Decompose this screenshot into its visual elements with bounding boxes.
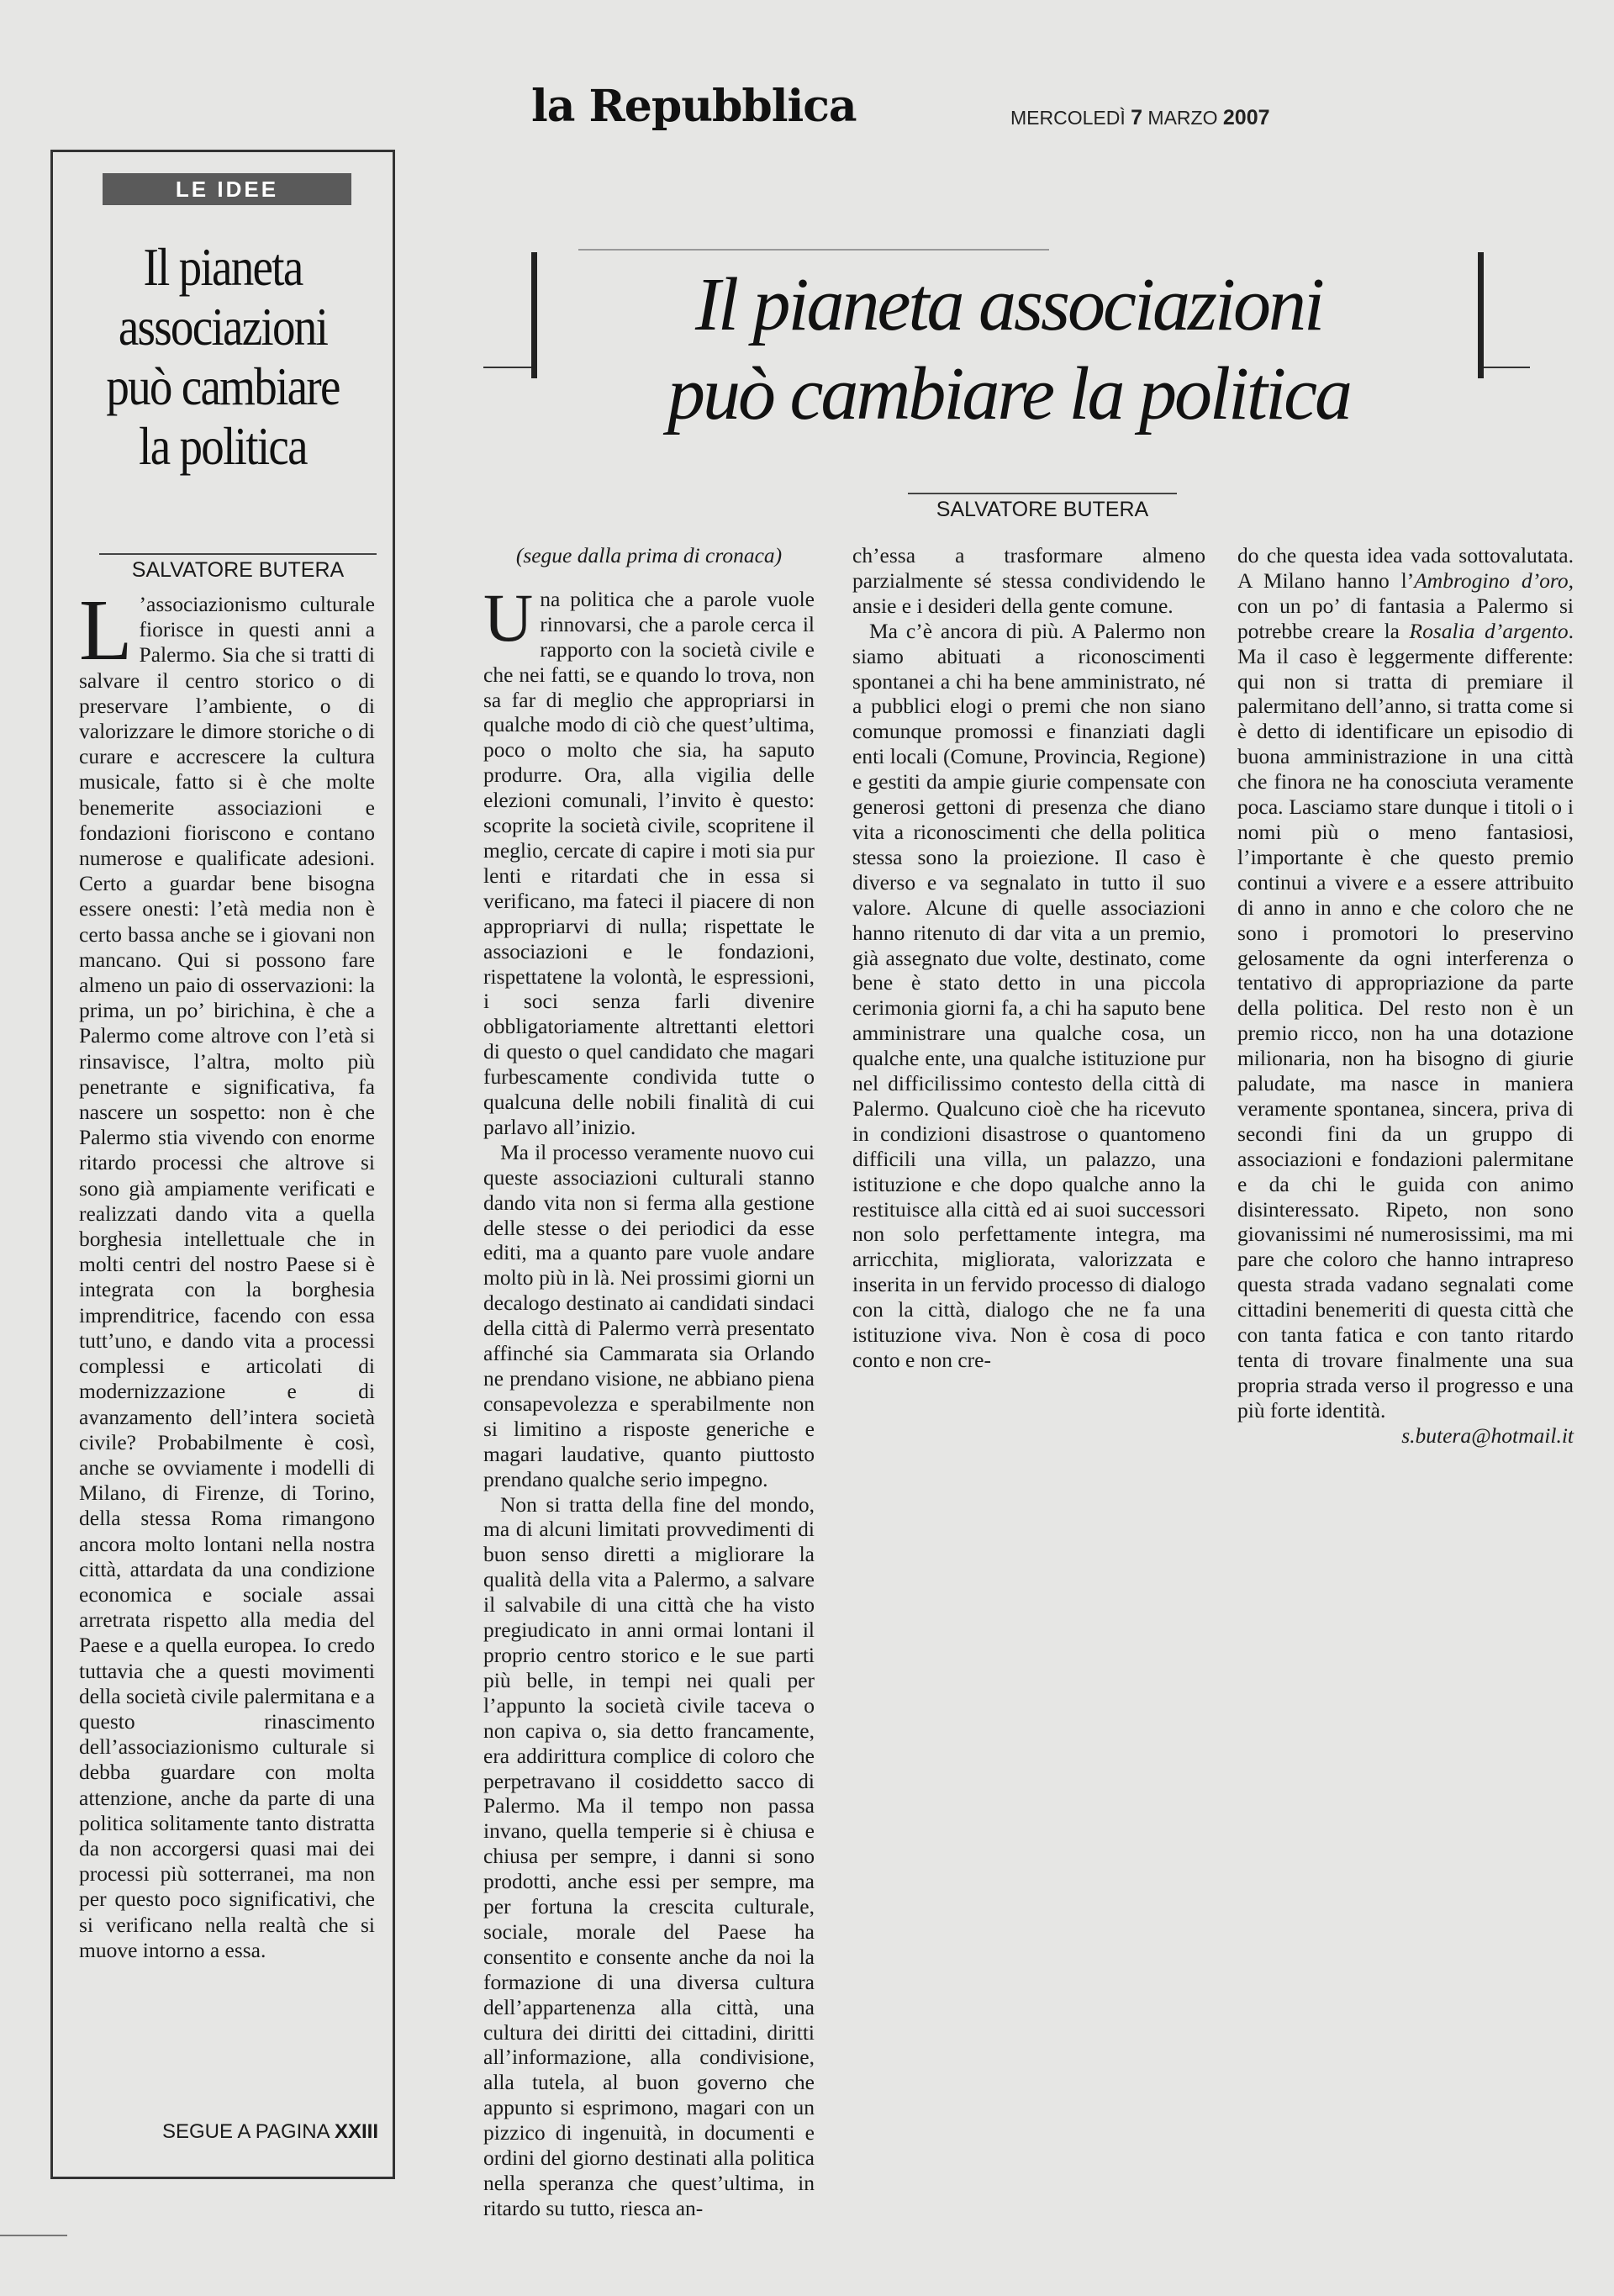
sidebar-dropcap: L [79,582,133,678]
article-author: SALVATORE BUTERA [908,493,1177,522]
dateline: MERCOLEDÌ 7 MARZO 2007 [1010,106,1270,129]
article-column-1 [483,543,815,2221]
page-edge-mark [0,2235,67,2236]
author-email: s.butera@hotmail.it [1401,1422,1574,1448]
article-column-2 [852,543,1205,1373]
headline-bracket-right-tick [1484,367,1530,368]
paragraph: ch’essa a trasformare almeno parzialmente sé stessa condividendo le ansie e i desideri della gente comune. [852,543,1205,618]
top-rule [578,249,1049,251]
continued-from: (segue dalla prima di cronaca) [515,543,783,567]
continued-on-page: SEGUE A PAGINA XXIII [161,2120,378,2143]
paragraph: Una politica che a parole vuole rinnovarsi, che a parole cerca il rapporto con la società civile e che nei fatti, se e quando lo trova, non sa far di meglio che appropriarsi in qualche modo di ciò che quest’ultima, poco o molto che sia, ha saputo produrre. Ora, alla vigilia delle elezioni comunali, l’invito è questo: scoprite la società civile, scopritene il meglio, cercate di capire i moti sia pur lenti e ritardati che in essa si verificano, ma fateci il piacere di non appropriarvi di nulla; rispettate le associazioni e le fondazioni, rispettatene la volontà, le espressioni, i soci senza farli divenire obbligatoriamente altrettanti elettori di questo o quel candidato che magari furbescamente condivida tutte o qualcuna delle nobili finalità di cui parlavo all’inizio. [483,578,815,1139]
paragraph: do che questa idea vada sottovalutata. A Milano hanno l’Ambrogino d’oro, con un po’ di fantasia a Palermo si potrebbe creare la Rosalia d’argento. Ma il caso è leggermente differente: qui non si tratta di premiare il palermitano dell’anno, si tratta come si è detto di identificare un episodio di buona amministrazione in una città che finora ne ha conosciuta veramente poca. Lasciamo stare dunque i titoli o i nomi più o meno fantasiosi, l’importante è che questo premio continui a vivere e a essere attribuito di anno in anno e che coloro che ne sono i promotori lo preservino gelosamente da ogni interferenza o tentativo di appropriazione da parte della politica. Del resto non è un premio ricco, non ha una dotazione milionaria, non ha bisogno di giurie paludate, ma nasce in maniera veramente spontanea, sincera, priva di secondi fini da un gruppo di associazioni e fondazioni palermitane e da chi le guida con animo disinteressato. Ripeto, non sono giovanissimi né numerosissimi, ma mi pare che coloro che hanno intrapreso questa strada vadano segnalati come cittadini benemeriti di questa città che con tanta fatica e con tanto ritardo tenta di trovare finalmente una sua propria strada verso il progresso e una più forte identità. [1237,543,1574,1422]
article-dropcap: U [483,578,534,656]
sidebar-title: Il pianeta associazioni può cambiare la politica [106,237,340,476]
section-badge: LE IDEE [103,173,351,205]
sidebar-body: L ’associazionismo culturale fiorisce in questi anni a Palermo. Sia che si tratti di salvare il centro storico o di preservare l’ambiente, o di valorizzare le dimore storiche o di curare e accrescere la cultura musicale, fatto si è che molte benemerite associazioni e fondazioni fioriscono e contano numerose e qualificate adesioni. Certo a guardar bene bisogna essere onesti: l’età media non è certo bassa anche se i giovani non mancano. Qui si possono fare almeno un paio di osservazioni: la prima, un po’ birichina, è che a Palermo come altrove con l’età si rinsavisce, l’altra, molto più penetrante e significativa, fa nascere un sospetto: non è che Palermo stia vivendo con enorme ritardo processi che altrove si sono già ampiamente verificati e realizzati dando vita a quella borghesia intellettuale che in molti centri del nostro Paese si è integrata con la borghesia imprenditrice, facendo con essa tutt’uno, e dando vita a processi complessi e articolati di modernizzazione e di avanzamento dell’intera società civile? Probabilmente è così, anche se ovviamente i modelli di Milano, di Firenze, di Torino, della stessa Roma rimangono ancora molto lontani nella nostra città, attardata da una condizione economica e sociale assai arretrata rispetto alla media del Paese e a quella europea. Io credo tuttavia che a questi movimenti della società civile palermitana e a questo rinascimento dell’associazionismo culturale si debba guardare con molta attenzione, anche da parte di una politica solitamente tanto distratta da non accorgersi quasi mai dei processi più sotterranei, ma non per questo poco significativi, che si verificano nella realtà che si muove intorno a essa. [79,582,375,1962]
headline-bracket-left-tick [483,367,531,368]
article-column-3 [1237,543,1574,1449]
article-headline: Il pianeta associazioni può cambiare la politica [667,263,1351,435]
sidebar-author: SALVATORE BUTERA [99,553,377,583]
headline-bracket-left [531,252,537,378]
paragraph: Ma il processo veramente nuovo cui queste associazioni culturali stanno dando vita non si ferma alla gestione delle stesse o dei periodici da esse editi, ma a quanto pare vuole andare molto più in là. Nei prossimi giorni un decalogo destinato ai candidati sindaci della città di Palermo verrà presentato affinché sia Cammarata sia Orlando ne prendano visione, ne abbiano piena consapevolezza e sperabilmente non si limitino a risposte generiche e magari laudative, quanto piuttosto prendano qualche serio impegno. [483,1139,815,1491]
masthead-logo: la Repubblica [531,81,857,132]
headline-bracket-right [1478,252,1484,378]
paragraph: Ma c’è ancora di più. A Palermo non siamo abituati a riconoscimenti spontanei a chi ha bene amministrato, né a pubblici elogi o premi che non siano comunque promossi e finanziati dagli enti locali (Comune, Provincia, Regione) e gestiti da ampie giurie compensate con generosi gettoni di presenza che diano vita a riconoscimenti che della politica stessa sono la proiezione. Il caso è diverso e va segnalato in tutto il suo valore. Alcune di quelle associazioni hanno ritenuto di dar vita a un premio, già assegnato due volte, destinato, come bene è stato detto in una piccola cerimonia giorni fa, a chi ha saputo bene amministrare una qualche cosa, un qualche ente, una qualche istituzione pur nel difficilissimo contesto della città di Palermo. Qualcuno cioè che ha ricevuto in condizioni disastrose o quantomeno difficili una villa, un palazzo, una istituzione e che dopo qualche anno la restituisce alla città ed ai suoi successori non solo perfettamente integra, ma arricchita, migliorata, valorizzata e inserita in un fervido processo di dialogo con la città, dialogo che ne fa una istituzione viva. Non è cosa di poco conto e non cre- [852,618,1205,1372]
paragraph: Non si tratta della fine del mondo, ma di alcuni limitati provvedimenti di buon senso diretti a migliorare la qualità della vita a Palermo, a salvare il salvabile di una città che ha visto pregiudicato in anni ormai lontani il proprio centro storico e le sue parti più belle, in tempi nei quali per l’appunto la società civile taceva o non capiva o, sia detto francamente, era addirittura complice di coloro che perpetravano il cosiddetto sacco di Palermo. Ma il tempo non passa invano, quella temperie si è chiusa e chiusa per sempre, i danni si sono prodotti, anche essi per sempre, ma per fortuna la crescita culturale, sociale, morale del Paese ha consentito e consente anche da noi la formazione di una diversa cultura dell’appartenenza alla città, una cultura dei diritti dei cittadini, diritti all’informazione, alla condivisione, alla tutela, al buon governo che appunto si esprimono, magari con un pizzico di ingenuità, in documenti e ordini del giorno destinati alla politica nella speranza che quest’ultima, in ritardo su tutto, riesca an- [483,1491,815,2220]
